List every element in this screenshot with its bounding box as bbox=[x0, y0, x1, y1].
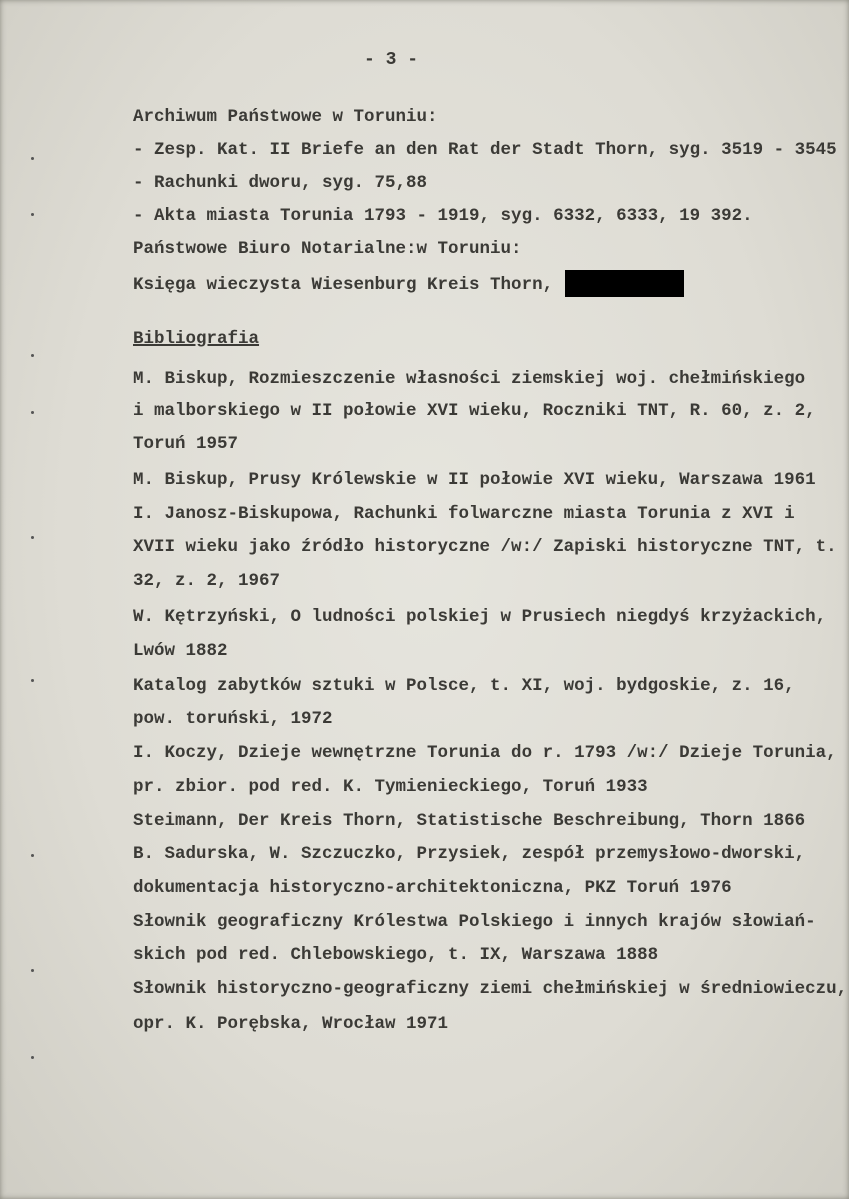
archive-line: Państwowe Biuro Notarialne:w Toruniu: bbox=[133, 239, 522, 259]
bibliography-line: pr. zbior. pod red. K. Tymienieckiego, Toruń 1933 bbox=[133, 777, 648, 797]
bibliography-line: Słownik geograficzny Królestwa Polskiego i innych krajów słowiań- bbox=[133, 912, 816, 932]
bibliography-line: Steimann, Der Kreis Thorn, Statistische Beschreibung, Thorn 1866 bbox=[133, 811, 806, 831]
bibliography-line: skich pod red. Chlebowskiego, t. IX, Warszawa 1888 bbox=[133, 945, 659, 965]
bibliography-line: Katalog zabytków sztuki w Polsce, t. XI, woj. bydgoskie, z. 16, bbox=[133, 676, 795, 696]
bibliography-line: 32, z. 2, 1967 bbox=[133, 571, 281, 591]
bibliography-line: B. Sadurska, W. Szczuczko, Przysiek, zespół przemysłowo-dworski, bbox=[133, 844, 806, 864]
margin-dot bbox=[31, 1056, 34, 1059]
bibliography-line: i malborskiego w II połowie XVI wieku, Roczniki TNT, R. 60, z. 2, bbox=[133, 401, 816, 421]
archive-line: Archiwum Państwowe w Toruniu: bbox=[133, 107, 438, 127]
bibliography-line: opr. K. Porębska, Wrocław 1971 bbox=[133, 1014, 449, 1034]
archive-line: - Zesp. Kat. II Briefe an den Rat der Stadt Thorn, syg. 3519 - 3545 bbox=[133, 140, 837, 160]
bibliography-line: XVII wieku jako źródło historyczne /w:/ Zapiski historyczne TNT, t. bbox=[133, 537, 837, 557]
archive-line: Księga wieczysta Wiesenburg Kreis Thorn, bbox=[133, 275, 554, 295]
margin-dot bbox=[31, 354, 34, 357]
archive-line: - Akta miasta Torunia 1793 - 1919, syg. 6332, 6333, 19 392. bbox=[133, 206, 753, 226]
margin-dot bbox=[31, 679, 34, 682]
page-number: - 3 - bbox=[364, 50, 419, 70]
bibliography-line: M. Biskup, Rozmieszczenie własności ziemskiej woj. chełmińskiego bbox=[133, 369, 806, 389]
bibliography-line: I. Koczy, Dzieje wewnętrzne Torunia do r. 1793 /w:/ Dzieje Torunia, bbox=[133, 743, 837, 763]
bibliography-line: Słownik historyczno-geograficzny ziemi chełmińskiej w średniowieczu, bbox=[133, 979, 848, 999]
bibliography-line: I. Janosz-Biskupowa, Rachunki folwarczne miasta Torunia z XVI i bbox=[133, 504, 795, 524]
bibliography-line: Lwów 1882 bbox=[133, 641, 228, 661]
bibliography-line: Toruń 1957 bbox=[133, 434, 239, 454]
archive-line: - Rachunki dworu, syg. 75,88 bbox=[133, 173, 428, 193]
bibliography-line: M. Biskup, Prusy Królewskie w II połowie XVI wieku, Warszawa 1961 bbox=[133, 470, 816, 490]
margin-dot bbox=[31, 157, 34, 160]
redaction-box bbox=[565, 270, 684, 297]
bibliography-heading: Bibliografia bbox=[133, 329, 260, 349]
margin-dot bbox=[31, 854, 34, 857]
bibliography-line: pow. toruński, 1972 bbox=[133, 709, 333, 729]
bibliography-line: W. Kętrzyński, O ludności polskiej w Prusiech niegdyś krzyżackich, bbox=[133, 607, 827, 627]
bibliography-line: dokumentacja historyczno-architektoniczna, PKZ Toruń 1976 bbox=[133, 878, 732, 898]
margin-dot bbox=[31, 411, 34, 414]
margin-dot bbox=[31, 213, 34, 216]
margin-dot bbox=[31, 536, 34, 539]
margin-dot bbox=[31, 969, 34, 972]
